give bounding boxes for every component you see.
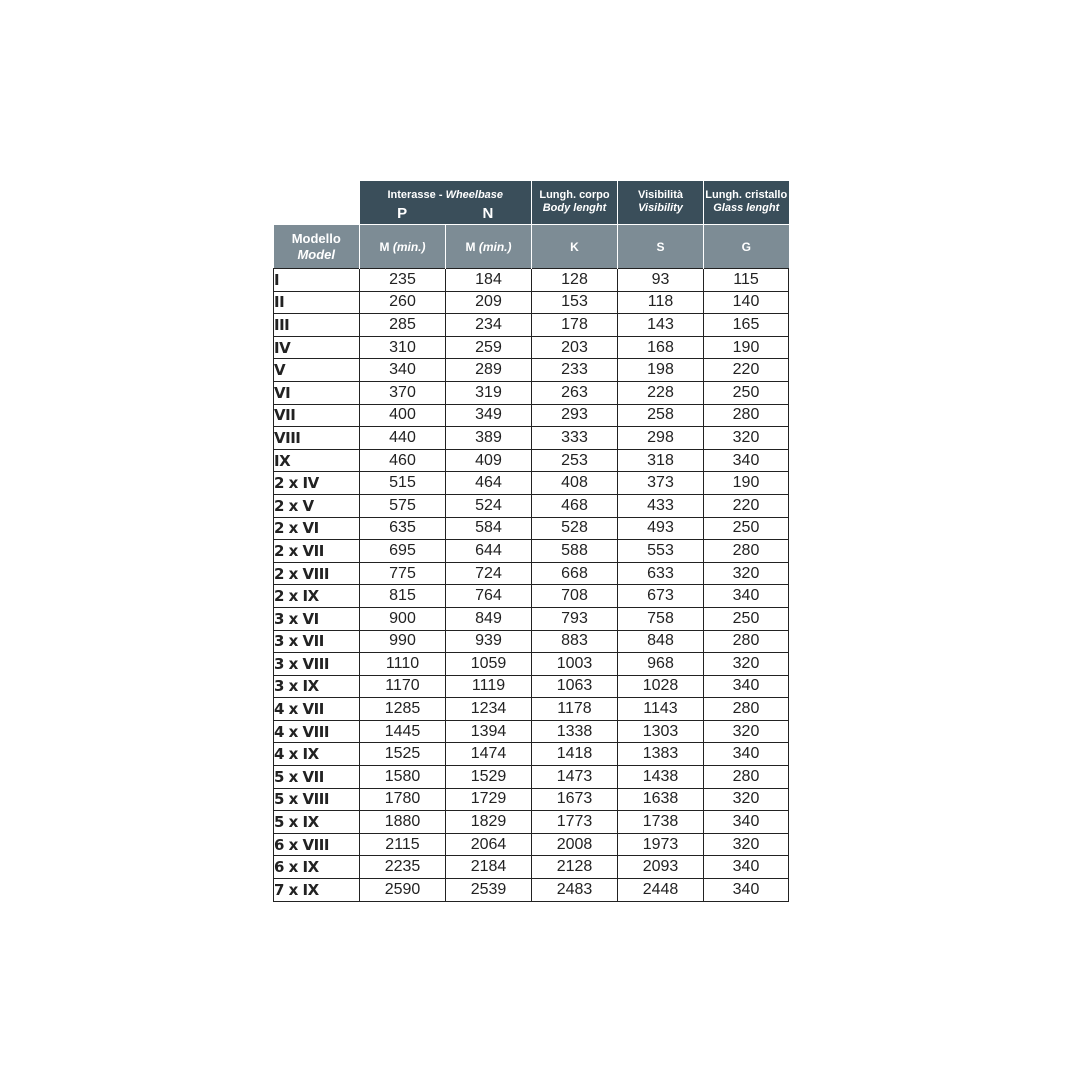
value-cell-s: 1438 bbox=[618, 766, 704, 789]
value-cell-p: 1110 bbox=[360, 653, 446, 676]
m-label-p: M bbox=[379, 239, 390, 254]
value-cell-p: 400 bbox=[360, 404, 446, 427]
value-cell-g: 280 bbox=[704, 404, 789, 427]
value-cell-p: 235 bbox=[360, 269, 446, 292]
value-cell-p: 695 bbox=[360, 540, 446, 563]
model-cell: 5 x VIII bbox=[274, 788, 360, 811]
model-cell: 2 x VI bbox=[274, 517, 360, 540]
min-label-n: (min.) bbox=[478, 239, 512, 254]
value-cell-s: 2448 bbox=[618, 879, 704, 902]
table-row bbox=[274, 427, 789, 450]
model-cell: IV bbox=[274, 336, 360, 359]
table-row bbox=[274, 472, 789, 495]
value-cell-p: 285 bbox=[360, 314, 446, 337]
value-cell-g: 280 bbox=[704, 630, 789, 653]
value-cell-k: 1063 bbox=[532, 675, 618, 698]
value-cell-k: 1473 bbox=[532, 766, 618, 789]
value-cell-n: 409 bbox=[446, 449, 532, 472]
value-cell-k: 293 bbox=[532, 404, 618, 427]
value-cell-s: 433 bbox=[618, 494, 704, 517]
s-sub-header: S bbox=[618, 225, 704, 269]
value-cell-k: 793 bbox=[532, 607, 618, 630]
value-cell-k: 2128 bbox=[532, 856, 618, 879]
value-cell-s: 1143 bbox=[618, 698, 704, 721]
value-cell-s: 373 bbox=[618, 472, 704, 495]
value-cell-p: 340 bbox=[360, 359, 446, 382]
value-cell-p: 1780 bbox=[360, 788, 446, 811]
body-length-header bbox=[532, 181, 618, 225]
body-label-en: Body lenght bbox=[542, 202, 607, 214]
value-cell-g: 340 bbox=[704, 449, 789, 472]
value-cell-k: 128 bbox=[532, 269, 618, 292]
value-cell-s: 228 bbox=[618, 381, 704, 404]
value-cell-k: 1003 bbox=[532, 653, 618, 676]
value-cell-k: 883 bbox=[532, 630, 618, 653]
value-cell-p: 1880 bbox=[360, 811, 446, 834]
value-cell-p: 440 bbox=[360, 427, 446, 450]
table-row bbox=[274, 856, 789, 879]
value-cell-g: 340 bbox=[704, 811, 789, 834]
table-row bbox=[274, 788, 789, 811]
value-cell-g: 190 bbox=[704, 472, 789, 495]
p-letter: P bbox=[397, 205, 408, 222]
value-cell-g: 250 bbox=[704, 517, 789, 540]
value-cell-n: 289 bbox=[446, 359, 532, 382]
value-cell-p: 1525 bbox=[360, 743, 446, 766]
value-cell-n: 464 bbox=[446, 472, 532, 495]
value-cell-g: 340 bbox=[704, 743, 789, 766]
g-sub-header: G bbox=[704, 225, 789, 269]
m-label-n: M bbox=[465, 239, 476, 254]
value-cell-k: 1178 bbox=[532, 698, 618, 721]
value-cell-n: 184 bbox=[446, 269, 532, 292]
value-cell-s: 758 bbox=[618, 607, 704, 630]
value-cell-n: 389 bbox=[446, 427, 532, 450]
table-row bbox=[274, 879, 789, 902]
table-row bbox=[274, 291, 789, 314]
value-cell-k: 528 bbox=[532, 517, 618, 540]
value-cell-k: 588 bbox=[532, 540, 618, 563]
table-row bbox=[274, 449, 789, 472]
value-cell-n: 1059 bbox=[446, 653, 532, 676]
glass-label: Lungh. cristallo bbox=[705, 189, 788, 201]
model-cell: VII bbox=[274, 404, 360, 427]
model-cell: 4 x VIII bbox=[274, 720, 360, 743]
model-cell: 2 x VIII bbox=[274, 562, 360, 585]
table-row bbox=[274, 336, 789, 359]
table-row bbox=[274, 630, 789, 653]
value-cell-n: 259 bbox=[446, 336, 532, 359]
spec-table bbox=[273, 181, 789, 902]
value-cell-s: 298 bbox=[618, 427, 704, 450]
value-cell-k: 253 bbox=[532, 449, 618, 472]
value-cell-s: 198 bbox=[618, 359, 704, 382]
value-cell-n: 764 bbox=[446, 585, 532, 608]
value-cell-p: 515 bbox=[360, 472, 446, 495]
value-cell-g: 340 bbox=[704, 856, 789, 879]
value-cell-n: 524 bbox=[446, 494, 532, 517]
value-cell-g: 220 bbox=[704, 359, 789, 382]
visibility-header bbox=[618, 181, 704, 225]
model-cell: 4 x IX bbox=[274, 743, 360, 766]
value-cell-s: 318 bbox=[618, 449, 704, 472]
value-cell-k: 1773 bbox=[532, 811, 618, 834]
value-cell-k: 2483 bbox=[532, 879, 618, 902]
p-sub-header bbox=[360, 225, 446, 269]
value-cell-s: 258 bbox=[618, 404, 704, 427]
value-cell-n: 939 bbox=[446, 630, 532, 653]
value-cell-p: 1170 bbox=[360, 675, 446, 698]
value-cell-k: 263 bbox=[532, 381, 618, 404]
value-cell-p: 2590 bbox=[360, 879, 446, 902]
value-cell-g: 250 bbox=[704, 607, 789, 630]
table-row bbox=[274, 607, 789, 630]
value-cell-s: 848 bbox=[618, 630, 704, 653]
model-cell: 2 x VII bbox=[274, 540, 360, 563]
value-cell-p: 635 bbox=[360, 517, 446, 540]
table-row bbox=[274, 653, 789, 676]
wheelbase-label: Interasse - bbox=[387, 189, 446, 201]
model-header bbox=[274, 225, 360, 269]
value-cell-k: 1673 bbox=[532, 788, 618, 811]
value-cell-g: 280 bbox=[704, 766, 789, 789]
model-label: Modello bbox=[291, 230, 341, 246]
value-cell-g: 340 bbox=[704, 585, 789, 608]
value-cell-n: 1529 bbox=[446, 766, 532, 789]
value-cell-k: 2008 bbox=[532, 833, 618, 856]
wheelbase-header bbox=[360, 181, 532, 225]
model-cell: III bbox=[274, 314, 360, 337]
table-body bbox=[274, 269, 789, 902]
value-cell-s: 1738 bbox=[618, 811, 704, 834]
value-cell-g: 320 bbox=[704, 833, 789, 856]
glass-label-en: Glass lenght bbox=[713, 202, 780, 214]
min-label-p: (min.) bbox=[392, 239, 426, 254]
value-cell-n: 319 bbox=[446, 381, 532, 404]
value-cell-k: 203 bbox=[532, 336, 618, 359]
value-cell-p: 1580 bbox=[360, 766, 446, 789]
value-cell-s: 143 bbox=[618, 314, 704, 337]
model-cell: 6 x VIII bbox=[274, 833, 360, 856]
value-cell-g: 320 bbox=[704, 562, 789, 585]
value-cell-n: 1829 bbox=[446, 811, 532, 834]
model-cell: 3 x IX bbox=[274, 675, 360, 698]
table-row bbox=[274, 720, 789, 743]
value-cell-n: 209 bbox=[446, 291, 532, 314]
model-cell: 3 x VII bbox=[274, 630, 360, 653]
value-cell-p: 815 bbox=[360, 585, 446, 608]
header-row-bottom bbox=[274, 225, 789, 269]
table-row bbox=[274, 833, 789, 856]
value-cell-s: 93 bbox=[618, 269, 704, 292]
value-cell-n: 1394 bbox=[446, 720, 532, 743]
table-row bbox=[274, 766, 789, 789]
value-cell-s: 493 bbox=[618, 517, 704, 540]
value-cell-g: 340 bbox=[704, 675, 789, 698]
model-cell: 3 x VIII bbox=[274, 653, 360, 676]
value-cell-k: 408 bbox=[532, 472, 618, 495]
value-cell-n: 1119 bbox=[446, 675, 532, 698]
table-row bbox=[274, 381, 789, 404]
model-cell: VIII bbox=[274, 427, 360, 450]
body-label: Lungh. corpo bbox=[539, 189, 610, 201]
table-row bbox=[274, 269, 789, 292]
table-row bbox=[274, 404, 789, 427]
value-cell-g: 165 bbox=[704, 314, 789, 337]
model-cell: 7 x IX bbox=[274, 879, 360, 902]
value-cell-n: 1474 bbox=[446, 743, 532, 766]
model-cell: 2 x IX bbox=[274, 585, 360, 608]
table-row bbox=[274, 811, 789, 834]
value-cell-n: 349 bbox=[446, 404, 532, 427]
value-cell-n: 724 bbox=[446, 562, 532, 585]
table-row bbox=[274, 540, 789, 563]
value-cell-n: 2064 bbox=[446, 833, 532, 856]
value-cell-p: 900 bbox=[360, 607, 446, 630]
value-cell-n: 2184 bbox=[446, 856, 532, 879]
value-cell-s: 1028 bbox=[618, 675, 704, 698]
value-cell-s: 968 bbox=[618, 653, 704, 676]
value-cell-g: 280 bbox=[704, 540, 789, 563]
model-cell: 2 x IV bbox=[274, 472, 360, 495]
model-cell: 4 x VII bbox=[274, 698, 360, 721]
value-cell-k: 1338 bbox=[532, 720, 618, 743]
n-sub-header bbox=[446, 225, 532, 269]
value-cell-n: 2539 bbox=[446, 879, 532, 902]
value-cell-n: 234 bbox=[446, 314, 532, 337]
value-cell-s: 1638 bbox=[618, 788, 704, 811]
table-row bbox=[274, 314, 789, 337]
value-cell-g: 320 bbox=[704, 427, 789, 450]
value-cell-n: 1729 bbox=[446, 788, 532, 811]
value-cell-g: 250 bbox=[704, 381, 789, 404]
value-cell-s: 633 bbox=[618, 562, 704, 585]
model-label-en: Model bbox=[297, 246, 336, 262]
table-row bbox=[274, 698, 789, 721]
value-cell-s: 553 bbox=[618, 540, 704, 563]
value-cell-s: 1383 bbox=[618, 743, 704, 766]
value-cell-k: 1418 bbox=[532, 743, 618, 766]
table-row bbox=[274, 494, 789, 517]
value-cell-p: 1445 bbox=[360, 720, 446, 743]
value-cell-s: 168 bbox=[618, 336, 704, 359]
table-row bbox=[274, 359, 789, 382]
value-cell-p: 575 bbox=[360, 494, 446, 517]
value-cell-p: 775 bbox=[360, 562, 446, 585]
model-cell: II bbox=[274, 291, 360, 314]
n-letter: N bbox=[482, 205, 494, 222]
value-cell-g: 320 bbox=[704, 653, 789, 676]
value-cell-k: 178 bbox=[532, 314, 618, 337]
value-cell-g: 220 bbox=[704, 494, 789, 517]
header-row-top bbox=[274, 181, 789, 225]
value-cell-g: 140 bbox=[704, 291, 789, 314]
value-cell-g: 340 bbox=[704, 879, 789, 902]
table-row bbox=[274, 562, 789, 585]
value-cell-p: 990 bbox=[360, 630, 446, 653]
glass-length-header bbox=[704, 181, 789, 225]
visibility-label-en: Visibility bbox=[638, 202, 683, 214]
table-row bbox=[274, 585, 789, 608]
model-cell: IX bbox=[274, 449, 360, 472]
value-cell-k: 668 bbox=[532, 562, 618, 585]
header-corner bbox=[274, 181, 360, 225]
value-cell-p: 2115 bbox=[360, 833, 446, 856]
value-cell-k: 708 bbox=[532, 585, 618, 608]
model-cell: V bbox=[274, 359, 360, 382]
value-cell-k: 468 bbox=[532, 494, 618, 517]
model-cell: 3 x VI bbox=[274, 607, 360, 630]
model-cell: I bbox=[274, 269, 360, 292]
value-cell-n: 1234 bbox=[446, 698, 532, 721]
value-cell-p: 460 bbox=[360, 449, 446, 472]
value-cell-g: 280 bbox=[704, 698, 789, 721]
value-cell-s: 1303 bbox=[618, 720, 704, 743]
value-cell-g: 320 bbox=[704, 788, 789, 811]
value-cell-g: 190 bbox=[704, 336, 789, 359]
value-cell-g: 320 bbox=[704, 720, 789, 743]
value-cell-k: 153 bbox=[532, 291, 618, 314]
value-cell-n: 644 bbox=[446, 540, 532, 563]
model-cell: 5 x IX bbox=[274, 811, 360, 834]
value-cell-n: 584 bbox=[446, 517, 532, 540]
value-cell-k: 233 bbox=[532, 359, 618, 382]
value-cell-p: 260 bbox=[360, 291, 446, 314]
model-cell: 5 x VII bbox=[274, 766, 360, 789]
model-cell: 6 x IX bbox=[274, 856, 360, 879]
value-cell-s: 118 bbox=[618, 291, 704, 314]
k-sub-header: K bbox=[532, 225, 618, 269]
table-row bbox=[274, 743, 789, 766]
value-cell-s: 1973 bbox=[618, 833, 704, 856]
model-cell: VI bbox=[274, 381, 360, 404]
value-cell-s: 2093 bbox=[618, 856, 704, 879]
value-cell-s: 673 bbox=[618, 585, 704, 608]
value-cell-g: 115 bbox=[704, 269, 789, 292]
wheelbase-label-en: Wheelbase bbox=[445, 189, 504, 201]
value-cell-k: 333 bbox=[532, 427, 618, 450]
value-cell-p: 310 bbox=[360, 336, 446, 359]
value-cell-n: 849 bbox=[446, 607, 532, 630]
table-row bbox=[274, 675, 789, 698]
table-row bbox=[274, 517, 789, 540]
value-cell-p: 1285 bbox=[360, 698, 446, 721]
value-cell-p: 2235 bbox=[360, 856, 446, 879]
value-cell-p: 370 bbox=[360, 381, 446, 404]
model-cell: 2 x V bbox=[274, 494, 360, 517]
visibility-label: Visibilità bbox=[637, 189, 684, 201]
